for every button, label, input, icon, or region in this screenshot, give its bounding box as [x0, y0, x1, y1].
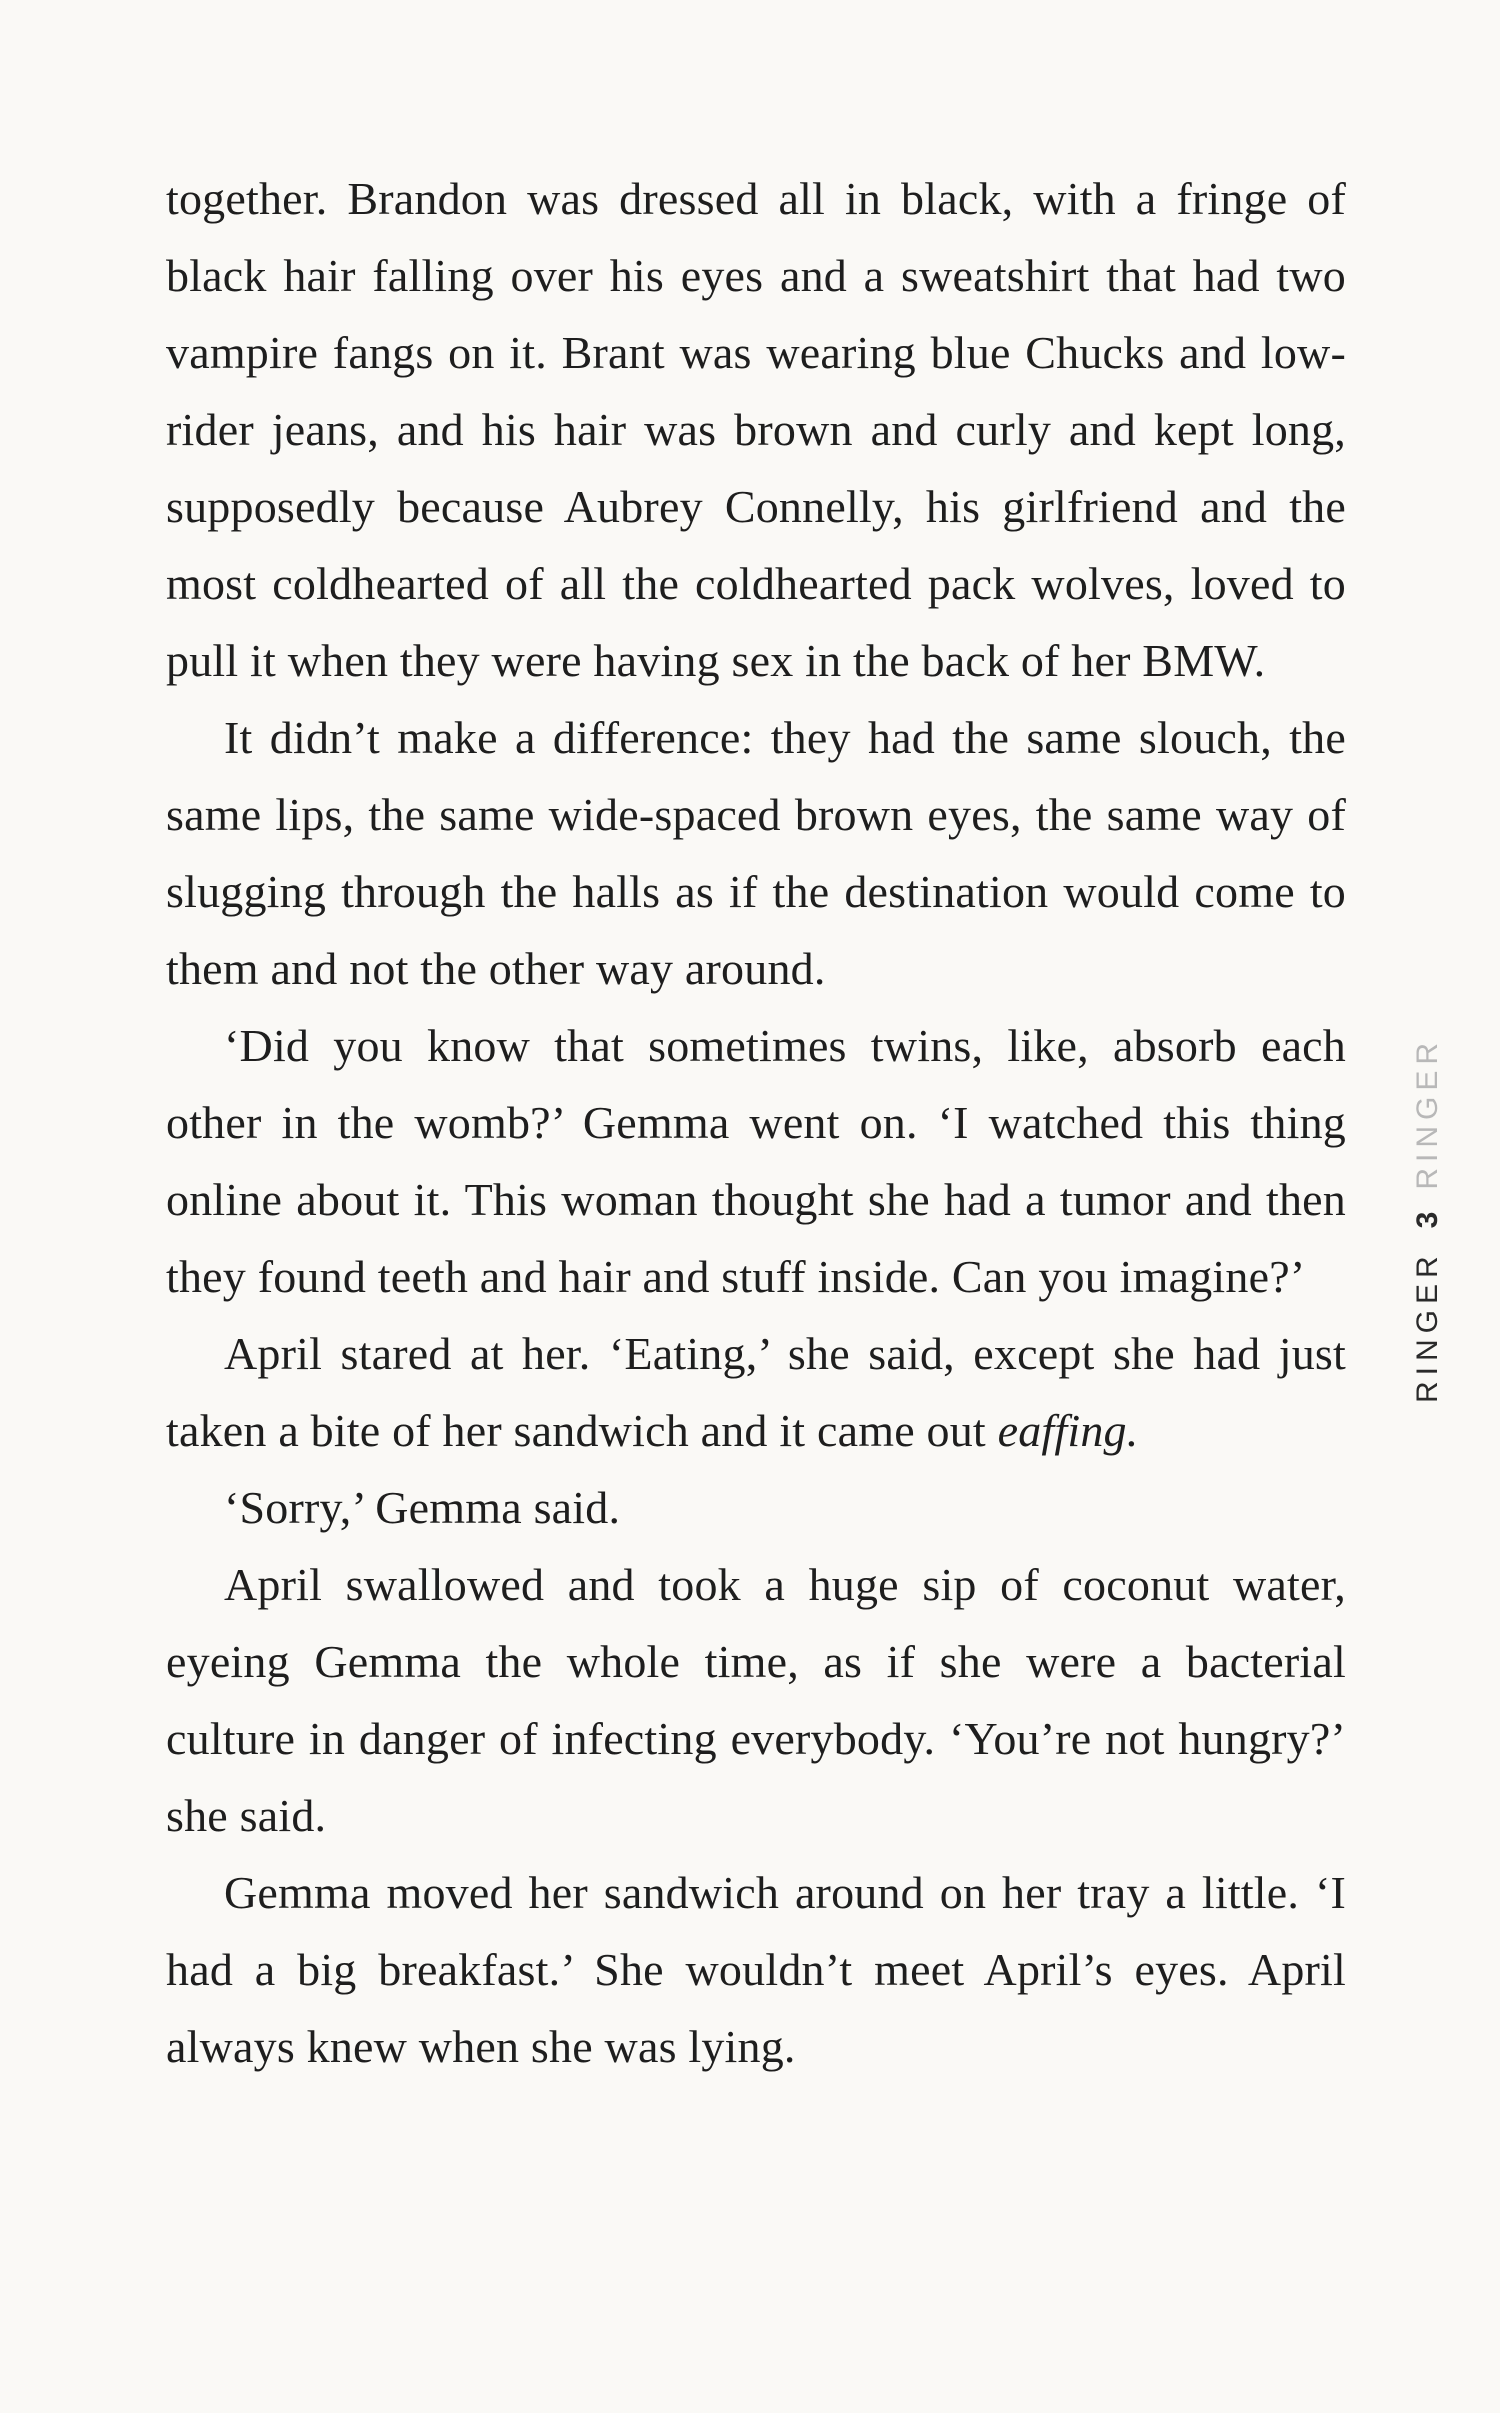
paragraph-5: ‘Sorry,’ Gemma said.	[224, 1482, 621, 1533]
paragraph-3: ‘Did you know that sometimes twins, like, absorb each other in the womb?’ Gemma went on. ‘I watched this thing online about it. This woman thought she had a tumor and then they found teeth and hair and stuff inside. Can you imagine?’	[166, 1020, 1346, 1302]
italic-word: eaffing.	[997, 1405, 1139, 1456]
book-title-bleed: RINGER	[1411, 1036, 1444, 1190]
paragraph-6: April swallowed and took a huge sip of coconut water, eyeing Gemma the whole time, as if she were a bacterial culture in danger of infecting everybody. ‘You’re not hungry?’ she said.	[166, 1559, 1346, 1841]
running-head-label	[1411, 1037, 1445, 1403]
paragraph-4-text: April stared at her. ‘Eating,’ she said, except she had just taken a bite of her sandwich and it came out	[166, 1328, 1346, 1456]
paragraph-1: together. Brandon was dressed all in black, with a fringe of black hair falling over his eyes and a sweatshirt that had two vampire fangs on it. Brant was wearing blue Chucks and low-rider jeans, and his hair was brown and curly and kept long, supposedly because Aubrey Connelly, his girlfriend and the most coldhearted of all the coldhearted pack wolves, loved to pull it when they were having sex in the back of her BMW.	[166, 173, 1346, 686]
side-running-head	[1398, 990, 1458, 1450]
book-title: RINGER	[1411, 1250, 1444, 1404]
paragraph-2: It didn’t make a difference: they had the same slouch, the same lips, the same wide-spaced brown eyes, the same way of slugging through the halls as if the destination would come to them and not the other way around.	[166, 712, 1346, 994]
paragraph-4	[166, 1315, 1346, 1469]
page-number: 3	[1411, 1211, 1444, 1229]
paragraph-7: Gemma moved her sandwich around on her tray a little. ‘I had a big breakfast.’ She wouldn’t meet April’s eyes. April always knew when she was lying.	[166, 1867, 1346, 2072]
body-text	[166, 160, 1346, 2085]
